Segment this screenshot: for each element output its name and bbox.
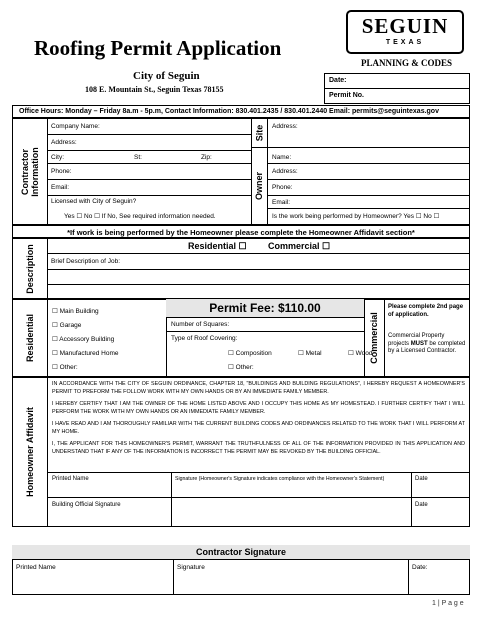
wood-option[interactable]: ☐ Wood bbox=[348, 350, 373, 357]
owner-phone-field[interactable]: Phone: bbox=[272, 184, 293, 191]
homeowner-signature-field[interactable]: Signature (Homeowner's Signature indicates compliance with the Homeowner's Statement) bbox=[175, 476, 385, 482]
owner-name-field[interactable]: Name: bbox=[272, 154, 292, 161]
department-name: PLANNING & CODES bbox=[361, 58, 453, 68]
residential-label: Residential bbox=[24, 313, 35, 363]
owner-email-field[interactable]: Email: bbox=[272, 199, 291, 206]
homeowner-notice: *If work is being performed by the Homeowner please complete the Homeowner Affidavit section* bbox=[12, 225, 470, 238]
contractor-signature-title: Contractor Signature bbox=[12, 545, 470, 560]
page-number: 1 | P a g e bbox=[432, 600, 464, 607]
composition-option[interactable]: ☐ Composition bbox=[228, 350, 272, 357]
description-label: Description bbox=[24, 243, 35, 294]
main-building-option[interactable]: ☐ Main Building bbox=[52, 308, 99, 315]
city-name: City of Seguin bbox=[133, 70, 200, 82]
affidavit-paragraph-3: I HAVE READ AND I AM THOROUGHLY FAMILIAR WITH THE CURRENT BUILDING CODES AND ORDINANCES RELATED TO THE WORK THAT I WILL PERFORM AT MY HOME. bbox=[52, 421, 465, 435]
site-label: Site bbox=[254, 124, 265, 141]
logo-sub-text: TEXAS bbox=[385, 39, 425, 46]
permit-fee: Permit Fee: $110.00 bbox=[166, 299, 364, 317]
commercial-note-page2: Please complete 2nd page of application. bbox=[388, 304, 464, 318]
zip-field[interactable]: Zip: bbox=[201, 154, 212, 161]
licensed-question: Licensed with City of Seguin? bbox=[51, 198, 137, 205]
permit-number-field[interactable]: Permit No. bbox=[329, 92, 365, 99]
seguin-logo bbox=[346, 10, 464, 54]
owner-address-field[interactable]: Address: bbox=[272, 168, 298, 175]
state-field[interactable]: St: bbox=[134, 154, 142, 161]
homeowner-date-field[interactable]: Date bbox=[415, 476, 428, 482]
commercial-label: Commercial bbox=[369, 312, 379, 364]
homeowner-affidavit-label: Homeowner Affidavit bbox=[24, 407, 35, 497]
homeowner-question[interactable]: Is the work being performed by Homeowner? Yes ☐ No ☐ bbox=[272, 213, 440, 220]
owner-label: Owner bbox=[254, 171, 265, 201]
other-residential-option[interactable]: ☐ Other: bbox=[52, 364, 78, 371]
residential-checkbox[interactable]: Residential ☐ bbox=[188, 241, 247, 251]
contractor-phone-field[interactable]: Phone: bbox=[51, 168, 72, 175]
other-roof-option[interactable]: ☐ Other: bbox=[228, 364, 254, 371]
commercial-checkbox[interactable]: Commercial ☐ bbox=[268, 241, 331, 251]
contractor-signature-field[interactable]: Signature bbox=[177, 564, 205, 571]
contractor-address-field[interactable]: Address: bbox=[51, 139, 77, 146]
affidavit-paragraph-1: IN ACCORDANCE WITH THE CITY OF SEGUIN ORDINANCE, CHAPTER 18, "BUILDINGS AND BUILDING REGULATIONS", I HEREBY REQUEST A HOMEOWNER'S PERMIT TO PREFORM THE FOLLOW WORK WITH MY OWN HANDS OR BY AN IMMEDIATE FAMILY MEMBER. bbox=[52, 381, 465, 395]
date-field[interactable]: Date: bbox=[325, 74, 469, 89]
job-description-field[interactable]: Brief Description of Job: bbox=[51, 258, 121, 265]
page-title: Roofing Permit Application bbox=[34, 36, 282, 60]
manufactured-home-option[interactable]: ☐ Manufactured Home bbox=[52, 350, 119, 357]
site-address-field[interactable]: Address: bbox=[272, 123, 298, 130]
date-permit-box bbox=[324, 73, 470, 104]
accessory-building-option[interactable]: ☐ Accessory Building bbox=[52, 336, 115, 343]
affidavit-paragraph-2: I HEREBY CERTIFY THAT I AM THE OWNER OF THE HOME LISTED ABOVE AND I OCCUPY THIS HOME AS MY HOMESTEAD. I FURTHER CERTIFY THAT I WILL PERFORM THE WORK WITH MY OWN HANDS OR AN IMMEDIATE FAMILY MEMBER. bbox=[52, 401, 465, 415]
contractor-email-field[interactable]: Email: bbox=[51, 184, 70, 191]
garage-option[interactable]: ☐ Garage bbox=[52, 322, 82, 329]
contractor-printed-name-field[interactable]: Printed Name bbox=[16, 564, 56, 571]
metal-option[interactable]: ☐ Metal bbox=[298, 350, 322, 357]
city-address: 108 E. Mountain St., Seguin Texas 78155 bbox=[85, 85, 224, 94]
logo-main-text: SEGUIN bbox=[361, 14, 449, 38]
contractor-date-field[interactable]: Date: bbox=[412, 564, 428, 571]
contractor-information-label: Contractor Information bbox=[19, 146, 40, 197]
commercial-note-licensed: Commercial Property projects MUST be completed by a Licensed Contractor. bbox=[388, 333, 466, 354]
company-name-field[interactable]: Company Name: bbox=[51, 123, 100, 130]
roof-type-label: Type of Roof Covering: bbox=[171, 335, 238, 342]
building-official-signature-field[interactable]: Building Official Signature bbox=[52, 502, 121, 508]
office-hours-bar: Office Hours: Monday – Friday 8a.m - 5p.m, Contact Information: 830.401.2435 / 830.401.2440 Email: permits@seguintexas.gov bbox=[12, 105, 470, 118]
number-of-squares-field[interactable]: Number of Squares: bbox=[171, 321, 230, 328]
affidavit-text bbox=[52, 381, 465, 456]
official-date-field[interactable]: Date bbox=[415, 502, 428, 508]
city-field[interactable]: City: bbox=[51, 154, 64, 161]
licensed-options[interactable]: Yes ☐ No ☐ If No, See required information needed. bbox=[64, 213, 216, 220]
affidavit-paragraph-4: I, THE APPLICANT FOR THIS HOMEOWNER'S PERMIT, WARRANT THE TRUTHFULNESS OF ALL OF THE INFORMATION PROVIDED IN THIS APPLICATION AND UNDERSTAND THAT IF ANY OF THE INFORMATION IS INCORRECT THE PERMIT MAY BE REVOKED BY THE BUILDING OFFICIAL. bbox=[52, 441, 465, 455]
homeowner-printed-name-field[interactable]: Printed Name bbox=[52, 476, 89, 482]
